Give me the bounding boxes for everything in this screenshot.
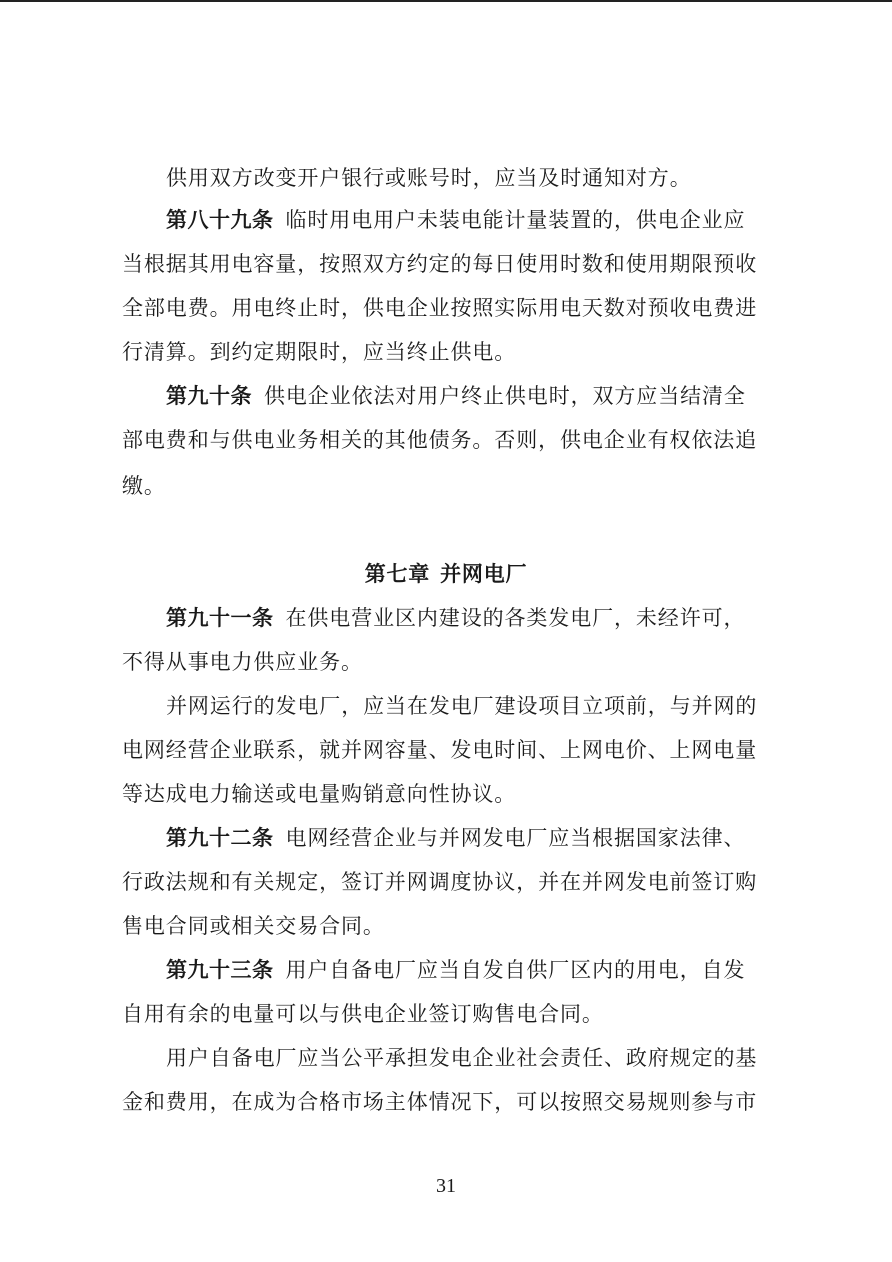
article-93-first-line <box>166 956 772 984</box>
text-line: 在供电营业区内建设的各类发电厂，未经许可， <box>285 606 746 630</box>
chapter-title: 并网电厂 <box>440 562 528 586</box>
text-line: 行清算。到约定期限时，应当终止供电。 <box>122 340 517 364</box>
text-line: 供用双方改变开户银行或账号时，应当及时通知对方。 <box>166 166 692 190</box>
text-line: 电网经营企业联系，就并网容量、发电时间、上网电价、上网电量 <box>122 738 758 762</box>
text-line: 并网运行的发电厂，应当在发电厂建设项目立项前，与并网的 <box>166 694 758 718</box>
article-89-first-line <box>166 206 772 234</box>
text-line: 用户自备电厂应当公平承担发电企业社会责任、政府规定的基 <box>166 1046 758 1070</box>
text-line: 不得从事电力供应业务。 <box>122 650 363 674</box>
article-90-first-line <box>166 382 772 410</box>
text-line: 行政法规和有关规定，签订并网调度协议，并在并网发电前签订购 <box>122 870 758 894</box>
article-number: 第八十九条 <box>166 208 274 232</box>
text-line: 自用有余的电量可以与供电企业签订购售电合同。 <box>122 1002 604 1026</box>
page-number: 31 <box>436 1175 456 1197</box>
text-line: 临时用电用户未装电能计量装置的，供电企业应 <box>285 208 746 232</box>
text-line: 电网经营企业与并网发电厂应当根据国家法律、 <box>285 826 746 850</box>
text-line: 金和费用，在成为合格市场主体情况下，可以按照交易规则参与市 <box>122 1090 758 1114</box>
text-line: 等达成电力输送或电量购销意向性协议。 <box>122 782 517 806</box>
chapter-number: 第七章 <box>364 562 431 586</box>
article-number: 第九十条 <box>166 384 252 408</box>
text-line: 用户自备电厂应当自发自供厂区内的用电，自发 <box>285 958 746 982</box>
chapter-heading <box>0 560 892 588</box>
top-border-line <box>0 0 892 2</box>
text-line: 全部电费。用电终止时，供电企业按照实际用电天数对预收电费进 <box>122 296 758 320</box>
article-92-first-line <box>166 824 772 852</box>
article-number: 第九十二条 <box>166 826 274 850</box>
text-line: 当根据其用电容量，按照双方约定的每日使用时数和使用期限预收 <box>122 252 758 276</box>
article-number: 第九十一条 <box>166 606 274 630</box>
text-line: 部电费和与供电业务相关的其他债务。否则，供电企业有权依法追 <box>122 428 758 452</box>
text-line: 售电合同或相关交易合同。 <box>122 914 385 938</box>
article-91-first-line <box>166 604 772 632</box>
article-number: 第九十三条 <box>166 958 274 982</box>
text-line: 缴。 <box>122 474 166 498</box>
text-line: 供电企业依法对用户终止供电时，双方应当结清全 <box>264 384 746 408</box>
